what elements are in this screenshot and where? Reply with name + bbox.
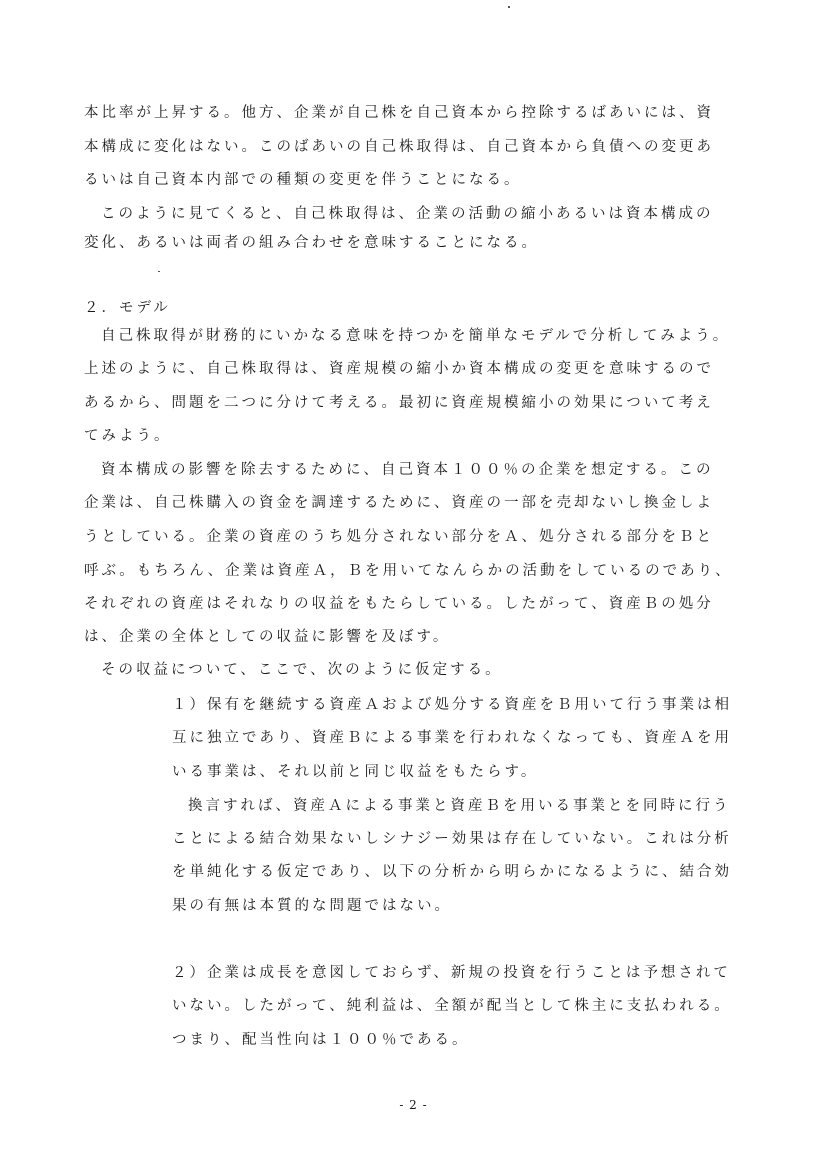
body-line: は、企業の全体としての収益に影響を及ぼす。	[84, 629, 451, 645]
body-line: 上述のように、自己株取得は、資産規模の縮小か資本構成の変更を意味するので	[84, 361, 714, 377]
body-line: 資本構成の影響を除去するために、自己資本１００％の企業を想定する。この	[101, 462, 714, 478]
body-line: てみよう。	[84, 428, 172, 444]
body-line: それぞれの資産はそれなりの収益をもたらしている。したがって、資産Ｂの処分	[84, 596, 714, 612]
assumption-line: ことによる結合効果ないしシナジー効果は存在していない。これは分析	[172, 831, 732, 847]
body-line: このように見てくると、自己株取得は、企業の活動の縮小あるいは資本構成の	[101, 206, 714, 222]
assumption-line: いない。したがって、純利益は、全額が配当として株主に支払われる。	[172, 998, 732, 1014]
body-line: るいは自己資本内部での種類の変更を伴うことになる。	[84, 172, 522, 188]
body-line: 本構成に変化はない。このばあいの自己株取得は、自己資本から負債への変更あ	[84, 139, 714, 155]
body-line: 呼ぶ。もちろん、企業は資産Ａ，Ｂを用いてなんらかの活動をしているのであり、	[84, 563, 733, 579]
assumption-line: ２）企業は成長を意図しておらず、新規の投資を行うことは予想されて	[172, 965, 731, 981]
body-line: うとしている。企業の資産のうち処分されない部分をＡ、処分される部分をＢと	[84, 529, 714, 545]
assumption-line: 互に独立であり、資産Ｂによる事業を行われなくなっても、資産Ａを用	[172, 730, 732, 746]
scan-speck	[158, 271, 160, 272]
assumption-line: つまり、配当性向は１００％である。	[172, 1032, 470, 1048]
assumption-line: １）保有を継続する資産Ａおよび処分する資産をＢ用いて行う事業は相	[172, 697, 732, 713]
assumption-line: を単純化する仮定であり、以下の分析から明らかになるように、結合効	[172, 864, 732, 880]
assumption-line: 果の有無は本質的な問題ではない。	[172, 898, 452, 914]
assumption-line: いる事業は、それ以前と同じ収益をもたらす。	[172, 764, 539, 780]
scan-speck	[508, 6, 510, 8]
body-line: 本比率が上昇する。他方、企業が自己株を自己資本から控除するばあいには、資	[84, 105, 714, 121]
body-line: あるから、問題を二つに分けて考える。最初に資産規模縮小の効果について考え	[84, 395, 714, 411]
page-number: - 2 -	[399, 1098, 428, 1112]
body-line: 企業は、自己株購入の資金を調達するために、資産の一部を売却ないし換金しよ	[84, 495, 714, 511]
body-line: 変化、あるいは両者の組み合わせを意味することになる。	[84, 235, 539, 251]
body-line: 自己株取得が財務的にいかなる意味を持つかを簡単なモデルで分析してみよう。	[101, 328, 731, 344]
section-heading: ２．モデル	[84, 300, 171, 316]
body-line: その収益について、ここで、次のように仮定する。	[101, 662, 503, 678]
assumption-line: 換言すれば、資産Ａによる事業と資産Ｂを用いる事業とを同時に行う	[188, 798, 731, 814]
